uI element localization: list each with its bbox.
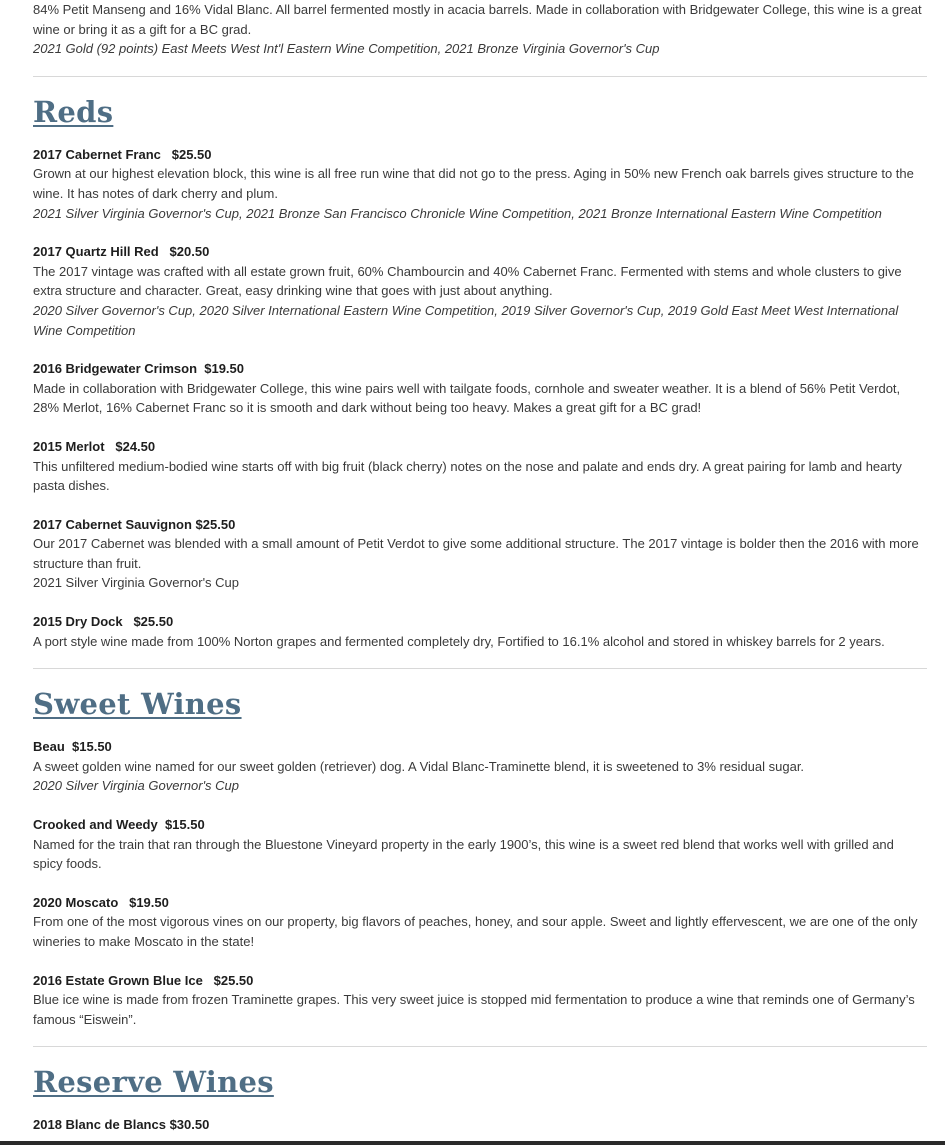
wine-description: Our 2017 Cabernet was blended with a small amount of Petit Verdot to give some additional structure. The 2017 vintage is bolder then the 2016 with more structure than fruit. — [33, 536, 919, 571]
wine-awards: 2020 Silver Governor's Cup, 2020 Silver International Eastern Wine Competition, 2019 Silver Governor's Cup, 2019 Gold East Meet West International Wine Competition — [33, 302, 899, 338]
wine-name-price: 2016 Bridgewater Crimson $19.50 — [33, 361, 244, 377]
section-title-reds: Reds — [33, 94, 114, 129]
wine-name-price: 2020 Moscato $19.50 — [33, 894, 169, 910]
wine-description: This unfiltered medium-bodied wine starts off with big fruit (black cherry) notes on the nose and palate and ends dry. A great pairing for lamb and hearty pasta dishes. — [33, 458, 902, 494]
wine-name-price: 2015 Dry Dock $25.50 — [33, 614, 174, 630]
wine-name-price: 2018 Blanc de Blancs $30.50 — [33, 1117, 210, 1133]
wine-item — [33, 359, 927, 418]
section-title-reserve-wines: Reserve Wines — [33, 1065, 274, 1100]
intro-awards: 2021 Gold (92 points) East Meets West Int'l Eastern Wine Competition, 2021 Bronze Virginia Governor's Cup — [33, 41, 660, 57]
wine-item — [33, 893, 927, 952]
wine-name-price: 2017 Cabernet Franc $25.50 — [33, 146, 212, 162]
wine-item — [33, 515, 927, 593]
section-title-sweet-wines: Sweet Wines — [33, 687, 242, 722]
intro-description: 84% Petit Manseng and 16% Vidal Blanc. All barrel fermented mostly in acacia barrels. Made in collaboration with Bridgewater College, this wine is a great wine or bring it as a gift for a BC grad. — [33, 2, 922, 37]
wine-description: Grown at our highest elevation block, this wine is all free run wine that did not go to the press. Aging in 50% new French oak barrels gives structure to the wine. It has notes of dark cherry and plum. — [33, 166, 914, 201]
wine-description: From one of the most vigorous vines on our property, big flavors of peaches, honey, and sour apple. Sweet and lightly effervescent, we are one of the only wineries to make Moscato in the state! — [33, 914, 918, 949]
wine-item — [33, 815, 927, 874]
wine-name-price: 2017 Quartz Hill Red $20.50 — [33, 244, 210, 260]
wine-item — [33, 145, 927, 223]
wine-name-price: Beau $15.50 — [33, 739, 112, 755]
wine-description: A port style wine made from 100% Norton grapes and fermented completely dry, Fortified to 16.1% alcohol and stored in whiskey barrels for 2 years. — [33, 633, 885, 649]
wine-item — [33, 737, 927, 796]
wine-description: The 2017 vintage was crafted with all estate grown fruit, 60% Chambourcin and 40% Cabernet Franc. Fermented with stems and whole clusters to give extra structure and character. Great, easy drinking wine that goes with just about anything. — [33, 263, 902, 299]
divider — [33, 668, 927, 669]
divider — [33, 76, 927, 77]
wine-awards: 2021 Silver Virginia Governor's Cup, 2021 Bronze San Francisco Chronicle Wine Competition, 2021 Bronze International Eastern Wine Competition — [33, 205, 882, 221]
wine-awards: 2021 Silver Virginia Governor's Cup — [33, 575, 240, 591]
wine-description: Made in collaboration with Bridgewater College, this wine pairs well with tailgate foods, cornhole and sweater weather. It is a blend of 56% Petit Verdot, 28% Merlot, 16% Cabernet Franc so it is smooth and dark without being too heavy. Makes a great gift for a BC grad! — [33, 380, 901, 416]
wine-name-price: 2015 Merlot $24.50 — [33, 438, 156, 454]
window-bottom-edge — [0, 1141, 945, 1145]
wine-item — [33, 242, 927, 340]
wine-item — [33, 971, 927, 1030]
wine-awards: 2020 Silver Virginia Governor's Cup — [33, 778, 240, 794]
wine-item — [33, 1115, 927, 1135]
wine-description: A sweet golden wine named for our sweet golden (retriever) dog. A Vidal Blanc-Traminette blend, it is sweetened to 3% residual sugar. — [33, 758, 805, 774]
divider — [33, 1046, 927, 1047]
wine-item — [33, 612, 927, 651]
wine-name-price: 2017 Cabernet Sauvignon $25.50 — [33, 516, 236, 532]
wine-name-price: Crooked and Weedy $15.50 — [33, 817, 205, 833]
wine-description: Named for the train that ran through the Bluestone Vineyard property in the early 1900’s, this wine is a sweet red blend that works well with grilled and spicy foods. — [33, 836, 894, 872]
wine-description: Blue ice wine is made from frozen Traminette grapes. This very sweet juice is stopped mid fermentation to produce a wine that reminds one of Germany’s famous “Eiswein”. — [33, 992, 915, 1027]
wine-name-price: 2016 Estate Grown Blue Ice $25.50 — [33, 972, 254, 988]
wine-item — [33, 437, 927, 496]
wine-menu — [33, 0, 927, 1135]
